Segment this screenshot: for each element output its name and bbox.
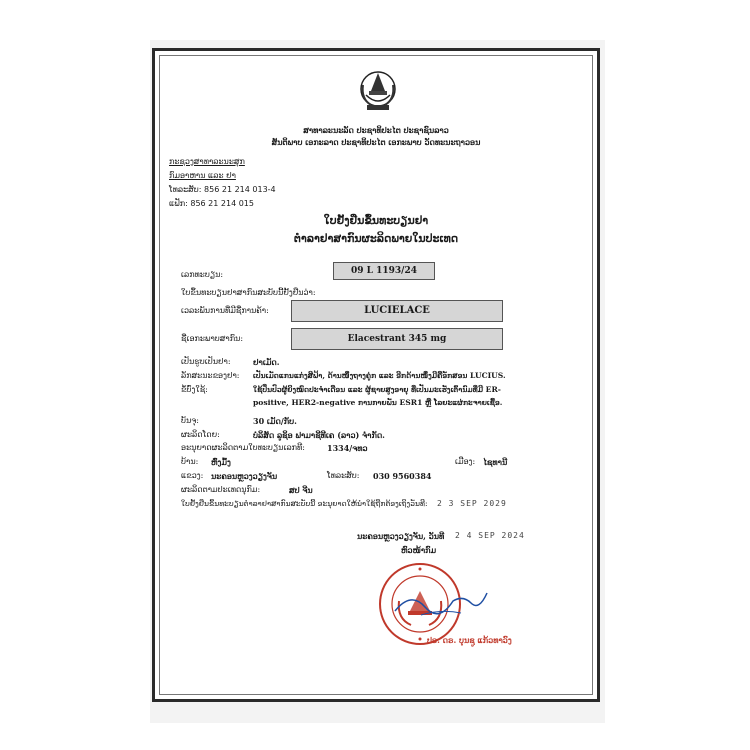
province-label: ແຂວງ:	[181, 471, 204, 480]
ministry-fax: ແຟັກ: 856 21 214 015	[169, 199, 254, 208]
issue-date-stamp: 2 4 SEP 2024	[455, 531, 525, 540]
form-value: ຢາເມັດ.	[253, 357, 280, 367]
maker-value: ບໍລິສັດ ລູຊິອ ຟາມາຊີທີເຄ (ລາວ) ຈຳກັດ.	[253, 430, 385, 440]
district-value: ໄຊທານີ	[483, 457, 508, 467]
phone-label: ໂທລະສັບ:	[327, 471, 360, 480]
department-name: ກົມອາຫານ ແລະ ຢາ	[169, 171, 236, 180]
handwritten-signature-icon	[391, 581, 491, 621]
village-label: ບ້ານ:	[181, 457, 199, 466]
pack-value: 30 ເມັດ/ກັບ.	[253, 416, 297, 426]
country-label: ຜະລິດຕາມປະເທດນຸກົມ:	[181, 485, 261, 494]
header-line-1: ສາທາລະນະລັດ ປະຊາທິປະໄຕ ປະຊາຊົນລາວ	[303, 125, 449, 135]
ministry-name: ກະຊວງສາທາລະນະສຸກ	[169, 157, 245, 166]
phone-value: 030 9560384	[373, 471, 432, 481]
certificate-subtitle: ຕຳລາຢາສາກົນຜະລິດພາຍໃນປະເທດ	[293, 232, 459, 245]
indication-line-1: ໃຊ້ປິ່ນປົວຜູ້ຍິງໝົດປະຈຳເດືອນ ແລະ ຜູ້ຊາຍສູງອາຍຸ ທີ່ເປັນມະເຮັງເຕົ້ານົມທີ່ມີ ER-	[253, 385, 501, 394]
reg-no-box: 09 L 1193/24	[333, 262, 435, 280]
expiry-date-stamp: 2 3 SEP 2029	[437, 499, 507, 508]
village-value: ຫົ່ງມົ້ງ	[211, 457, 231, 467]
license-label: ອະນຸຍາດຜະລິດຕາມໃບທະບຽນເລກທີ:	[181, 443, 305, 452]
license-value: 1334/ຈທວ	[327, 443, 368, 453]
indication-label: ຂໍ້ບົ່ງໃຊ້:	[181, 385, 208, 394]
place-date-label: ນະຄອນຫຼວງວຽງຈັນ, ວັນທີ	[357, 531, 445, 541]
validity-text: ໃບຢັ້ງຢືນຂຶ້ນທະບຽນຕຳລາຢາສາກົນສະບັບນີ້ ອະນຸຍາດໃຫ້ນຳໃຊ້ຖືກຕ້ອງເຖິງວັນທີ:	[181, 499, 428, 508]
description-label: ລັກສະນະຂອງຢາ:	[181, 371, 240, 380]
province-value: ນະຄອນຫຼວງວຽງຈັນ	[211, 471, 278, 481]
certify-text: ໃບຂຶ້ນທະບຽນຢາສາກົນສະບັບນີ້ຢັ້ງຢືນວ່າ:	[181, 288, 316, 297]
director-label: ຫົວໜ້າກົມ	[401, 545, 437, 555]
trade-name-box: LUCIELACE	[291, 300, 503, 322]
form-label: ເປັນຮູບເປັນຢາ:	[181, 357, 231, 366]
pack-label: ບັນຈຸ:	[181, 416, 199, 425]
country-value: ສປ ຈີນ	[289, 485, 313, 495]
certificate-title: ໃບຢັ້ງຢືນຂຶ້ນທະບຽນຢາ	[323, 214, 429, 227]
national-emblem-icon	[357, 65, 399, 115]
indication-line-2: positive, HER2-negative ການກາຍພັນ ESR1 ຫຼື ໂລຍະແຜ່ກະຈາຍເຊື້ອ.	[253, 398, 503, 407]
ministry-phone: ໂທລະສັບ: 856 21 214 013-4	[169, 185, 276, 194]
generic-name-box: Elacestrant 345 mg	[291, 328, 503, 350]
header-line-2: ສັນຕິພາບ ເອກະລາດ ປະຊາທິປະໄຕ ເອກະພາບ ວັດທະນະຖາວອນ	[271, 137, 481, 147]
certificate-page	[152, 48, 600, 702]
description-value: ເປັນເມັດແກນແກ່ງສີຟ້າ, ດ້ານໜຶ່ງຖາງຄູ່ກ ແລະ ອີກດ້ານໜຶ່ງມີຄືອັກສອນ LUCIUS.	[253, 371, 506, 380]
trade-name-label: ເວລະພັນການທີ່ມີຊື່ການຄ້າ:	[181, 306, 269, 315]
reg-no-label: ເລກທະບຽນ:	[181, 270, 224, 279]
signer-name: ປອ. ດຣ. ບຸນຊູ ແກ້ວທາວົງ	[427, 635, 512, 645]
maker-label: ຜະລິດໂດຍ:	[181, 430, 220, 439]
generic-name-label: ຊື່ເອກະພາບສາກົນ:	[181, 334, 244, 343]
district-label: ເມືອງ:	[455, 457, 476, 466]
